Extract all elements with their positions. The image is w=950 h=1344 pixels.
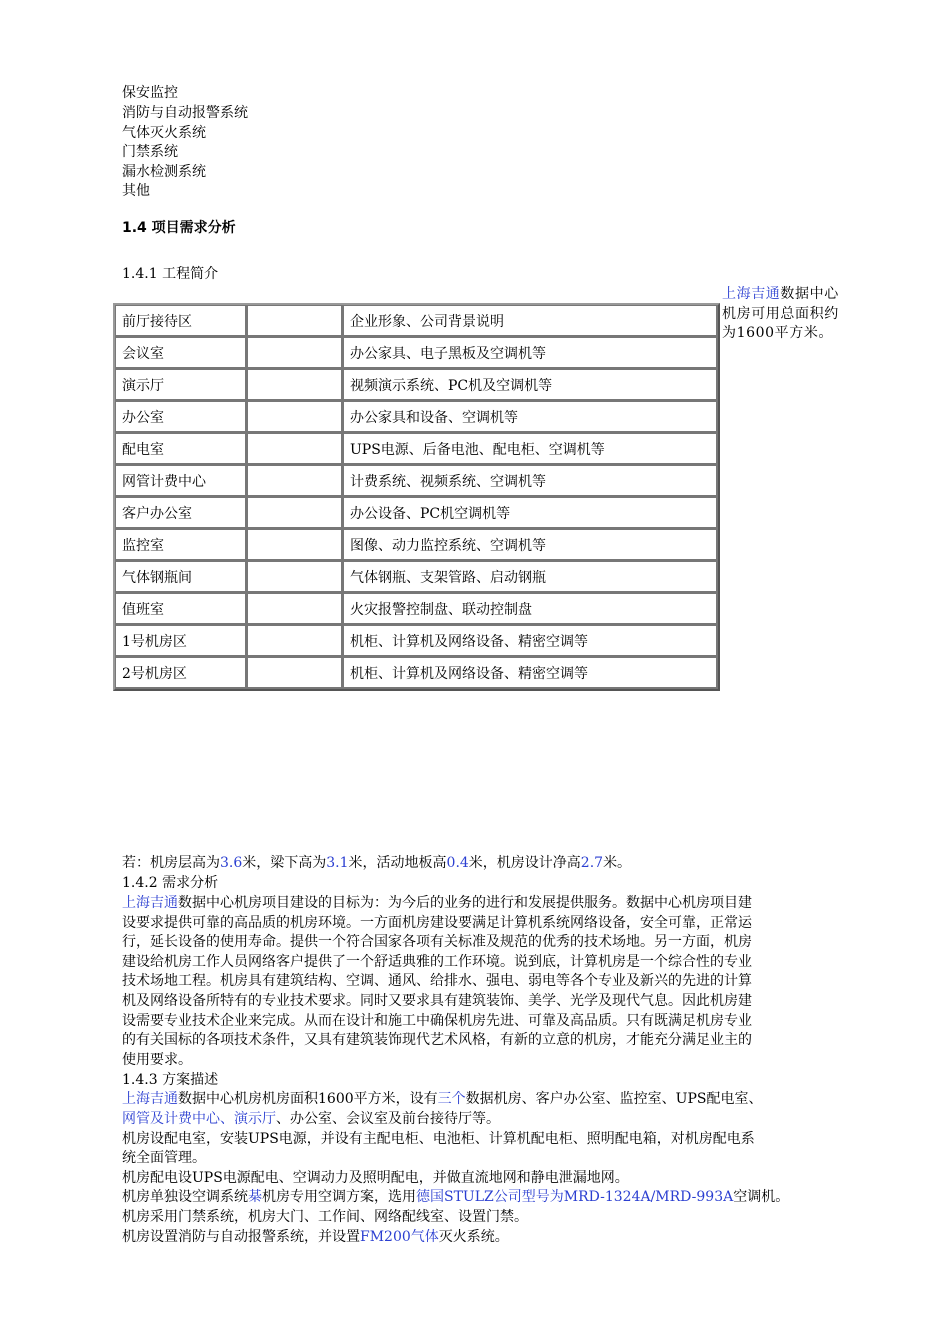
room-mid	[247, 433, 343, 465]
room-mid	[247, 625, 343, 657]
table-row	[115, 337, 718, 369]
table-row	[115, 625, 718, 657]
room-name: 会议室	[115, 337, 247, 369]
room-mid	[247, 497, 343, 529]
section-heading: 1.4 项目需求分析	[122, 220, 236, 236]
text: 机房设置消防与自动报警系统，并设置	[122, 1229, 360, 1245]
list-item: 漏水检测系统	[122, 164, 206, 180]
company-link[interactable]: 上海吉通	[122, 1091, 178, 1107]
text: 数据中心机房项目建设的目标为：为今后的业务的进行和发展提供服务。数据中心机房项目建	[178, 895, 752, 911]
room-equipment: UPS电源、后备电池、配电柜、空调机等	[343, 433, 718, 465]
list-item: 其他	[122, 183, 150, 199]
highlight-link[interactable]: 网管及计费中心、演示厅	[122, 1111, 276, 1127]
text: 米，机房设计净高	[468, 855, 581, 871]
table-row	[115, 561, 718, 593]
room-equipment: 办公设备、PC机空调机等	[343, 497, 718, 529]
raised-floor-value: 0.4	[446, 855, 469, 871]
table-row	[115, 529, 718, 561]
paragraph-line: 设要求提供可靠的高品质的机房环境。一方面机房建设要满足计算机系统网络设备，安全可靠，正常运	[122, 915, 752, 931]
room-equipment: 计费系统、视频系统、空调机等	[343, 465, 718, 497]
room-equipment: 机柜、计算机及网络设备、精密空调等	[343, 625, 718, 657]
paragraph-line	[122, 1228, 509, 1248]
room-equipment: 图像、动力监控系统、空调机等	[343, 529, 718, 561]
room-name: 前厅接待区	[115, 305, 247, 337]
room-name: 1号机房区	[115, 625, 247, 657]
paragraph-line: 行，延长设备的使用寿命。提供一个符合国家各项有关标准及规范的优秀的技术场地。另一方面，机房	[122, 934, 752, 950]
text: 灭火系统。	[438, 1229, 509, 1245]
side-note-text: 数据中心机房可用总面积约为1600平方米。	[722, 286, 839, 342]
text: 米，梁下高为	[242, 855, 327, 871]
room-mid	[247, 305, 343, 337]
table-row	[115, 305, 718, 337]
text: 数据机房、客户办公室、监控室、UPS配电室、	[465, 1091, 763, 1107]
text: 机房单独设空调系统	[122, 1189, 248, 1205]
list-item: 消防与自动报警系统	[122, 105, 248, 121]
text: 空调机。	[733, 1189, 790, 1205]
subsection-heading: 1.4.2 需求分析	[122, 875, 219, 891]
room-equipment: 火灾报警控制盘、联动控制盘	[343, 593, 718, 625]
rooms-table	[113, 303, 720, 691]
room-name: 办公室	[115, 401, 247, 433]
room-mid	[247, 337, 343, 369]
text: 米。	[603, 855, 632, 871]
room-mid	[247, 465, 343, 497]
table-row	[115, 465, 718, 497]
list-item: 门禁系统	[122, 144, 178, 160]
room-name: 气体钢瓶间	[115, 561, 247, 593]
room-name: 客户办公室	[115, 497, 247, 529]
subsection-heading: 1.4.1 工程简介	[122, 266, 219, 282]
height-spec-line	[122, 854, 631, 874]
list-item: 保安监控	[122, 85, 178, 101]
room-mid	[247, 369, 343, 401]
paragraph-line: 机房配电设UPS电源配电、空调动力及照明配电，并做直流地网和静电泄漏地网。	[122, 1170, 629, 1186]
highlight-link[interactable]: FM200气体	[360, 1229, 439, 1245]
floor-height-value: 3.6	[220, 855, 243, 871]
paragraph-line	[122, 1188, 789, 1208]
table-row	[115, 433, 718, 465]
text: 机房专用空调方案，选用	[262, 1189, 416, 1205]
table-row	[115, 593, 718, 625]
paragraph-line: 技术场地工程。机房具有建筑结构、空调、通风、给排水、强电、弱电等各个专业及新兴的先进的计算	[122, 973, 752, 989]
room-equipment: 视频演示系统、PC机及空调机等	[343, 369, 718, 401]
table-row	[115, 401, 718, 433]
room-equipment: 办公家具和设备、空调机等	[343, 401, 718, 433]
paragraph-line: 建设给机房工作人员网络客户提供了一个舒适典雅的工作环境。说到底，计算机房是一个综合性的专业	[122, 954, 752, 970]
table-row	[115, 369, 718, 401]
room-mid	[247, 529, 343, 561]
text: 米，活动地板高	[348, 855, 447, 871]
paragraph-line	[122, 1110, 500, 1130]
side-note	[722, 285, 842, 344]
room-mid	[247, 401, 343, 433]
room-equipment: 办公家具、电子黑板及空调机等	[343, 337, 718, 369]
room-name: 配电室	[115, 433, 247, 465]
beam-height-value: 3.1	[326, 855, 349, 871]
paragraph-line: 使用要求。	[122, 1052, 192, 1068]
paragraph-line: 统全面管理。	[122, 1150, 206, 1166]
highlight-link[interactable]: 德国STULZ公司型号为MRD-1324A/MRD-993A	[416, 1189, 734, 1205]
room-mid	[247, 561, 343, 593]
room-mid	[247, 657, 343, 689]
list-item: 气体灭火系统	[122, 125, 206, 141]
room-equipment: 机柜、计算机及网络设备、精密空调等	[343, 657, 718, 689]
paragraph-line: 机房采用门禁系统，机房大门、工作间、网络配线室、设置门禁。	[122, 1209, 528, 1225]
paragraph-line	[122, 1090, 762, 1110]
text: 、办公室、会议室及前台接待厅等。	[276, 1111, 500, 1127]
company-link[interactable]: 上海吉通	[722, 286, 781, 302]
paragraph-line	[122, 894, 752, 914]
paragraph-line: 机及网络设备所特有的专业技术要求。同时又要求具有建筑装饰、美学、光学及现代气息。因此机房建	[122, 993, 752, 1009]
table-row	[115, 497, 718, 529]
subsection-heading: 1.4.3 方案描述	[122, 1072, 219, 1088]
room-name: 2号机房区	[115, 657, 247, 689]
highlight-link[interactable]: 棊	[248, 1189, 262, 1205]
paragraph-line: 设需要专业技术企业来完成。从而在设计和施工中确保机房先进、可靠及高品质。只有既满足机房专业	[122, 1013, 752, 1029]
net-height-value: 2.7	[580, 855, 604, 871]
table-row	[115, 657, 718, 689]
room-equipment: 企业形象、公司背景说明	[343, 305, 718, 337]
room-name: 演示厅	[115, 369, 247, 401]
room-name: 监控室	[115, 529, 247, 561]
room-name: 值班室	[115, 593, 247, 625]
room-mid	[247, 593, 343, 625]
paragraph-line: 的有关国标的各项技术条件，又具有建筑装饰现代艺术风格，有新的立意的机房，才能充分满足业主的	[122, 1032, 752, 1048]
text: 数据中心机房机房面积1600平方米，设有	[178, 1091, 438, 1107]
paragraph-line: 机房设配电室，安装UPS电源，并设有主配电柜、电池柜、计算机配电柜、照明配电箱，对机房配电系	[122, 1131, 755, 1147]
company-link[interactable]: 上海吉通	[122, 895, 178, 911]
room-equipment: 气体钢瓶、支架管路、启动钢瓶	[343, 561, 718, 593]
highlight-link[interactable]: 三个	[437, 1091, 466, 1107]
room-name: 网管计费中心	[115, 465, 247, 497]
text: 若：机房层高为	[122, 855, 220, 871]
